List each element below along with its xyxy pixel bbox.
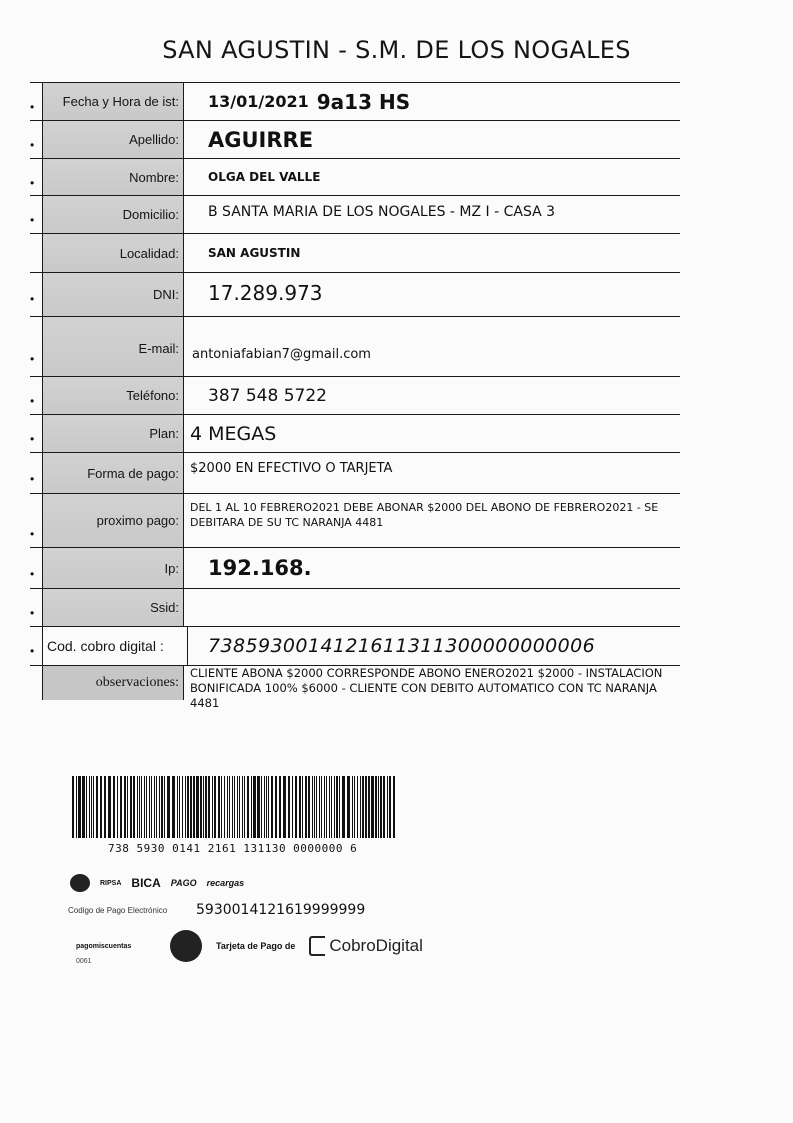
barcode-bar — [387, 776, 388, 838]
label-email: E-mail: — [42, 317, 184, 376]
barcode-bar — [185, 776, 186, 838]
barcode-bar — [190, 776, 192, 838]
value-telefono: 387 548 5722 — [208, 385, 327, 406]
payment-logos — [70, 872, 410, 894]
barcode-bar — [91, 776, 92, 838]
barcode-bar — [187, 776, 189, 838]
barcode-bar — [331, 776, 332, 838]
row-telefono — [30, 376, 680, 414]
barcode-bar — [314, 776, 315, 838]
barcode-bar — [354, 776, 355, 838]
barcode-bar — [336, 776, 338, 838]
barcode-number: 738 5930 0141 2161 131130 0000000 6 — [108, 842, 358, 855]
payment-code-row — [68, 902, 365, 918]
barcode-bar — [247, 776, 249, 838]
label-nombre: Nombre: — [42, 159, 184, 195]
barcode-bar — [312, 776, 313, 838]
barcode-bar — [151, 776, 152, 838]
bullet: • — [30, 606, 35, 620]
barcode-bar — [368, 776, 370, 838]
bullet: • — [30, 352, 35, 366]
barcode-bar — [264, 776, 265, 838]
bullet: • — [30, 100, 35, 114]
label-ssid: Ssid: — [42, 589, 184, 626]
barcode-bar — [179, 776, 180, 838]
barcode-bar — [113, 776, 115, 838]
barcode-bar — [76, 776, 77, 838]
barcode-bar — [177, 776, 178, 838]
value-forma-pago: $2000 EN EFECTIVO O TARJETA — [190, 461, 393, 476]
bullet: • — [30, 138, 35, 152]
barcode-bar — [127, 776, 128, 838]
barcode-bar — [253, 776, 256, 838]
client-form — [30, 82, 680, 710]
value-ssid — [184, 589, 680, 626]
barcode-bar — [360, 776, 361, 838]
barcode-bar — [234, 776, 235, 838]
barcode-bar — [268, 776, 269, 838]
barcode-bar — [156, 776, 157, 838]
logo-circle-icon — [170, 930, 202, 962]
row-ip — [30, 547, 680, 588]
barcode-bar — [100, 776, 102, 838]
logo-pagomiscuentas: pagomiscuentas — [76, 942, 132, 950]
barcode-bar — [208, 776, 210, 838]
barcode-bar — [82, 776, 85, 838]
barcode-bar — [357, 776, 358, 838]
barcode-bar — [130, 776, 132, 838]
value-plan: 4 MEGAS — [190, 422, 277, 445]
barcode-area — [68, 776, 408, 855]
barcode-bar — [319, 776, 320, 838]
barcode-bar — [120, 776, 122, 838]
cobrodigital-icon — [309, 936, 325, 956]
cobrodigital-logo: CobroDigital — [309, 936, 423, 956]
payment-code-label: Codigo de Pago Electrónico — [68, 905, 168, 915]
barcode-bar — [182, 776, 183, 838]
bullet: • — [30, 472, 35, 486]
barcode-bar — [261, 776, 262, 838]
barcode-bar — [295, 776, 297, 838]
barcode-image — [68, 776, 398, 840]
barcode-bar — [167, 776, 170, 838]
barcode-bar — [251, 776, 252, 838]
bullet: • — [30, 292, 35, 306]
barcode-bar — [339, 776, 340, 838]
bullet: • — [30, 527, 35, 541]
barcode-bar — [316, 776, 317, 838]
row-email — [30, 316, 680, 376]
barcode-bar — [172, 776, 175, 838]
barcode-bar — [393, 776, 395, 838]
barcode-bar — [271, 776, 273, 838]
value-domicilio: B SANTA MARIA DE LOS NOGALES - MZ I - CASA 3 — [208, 204, 556, 220]
bullet: • — [30, 644, 35, 658]
barcode-bar — [117, 776, 118, 838]
label-apellido: Apellido: — [42, 121, 184, 158]
barcode-bar — [288, 776, 290, 838]
barcode-bar — [196, 776, 199, 838]
barcode-bar — [203, 776, 204, 838]
barcode-bar — [224, 776, 225, 838]
row-forma-pago — [30, 452, 680, 493]
barcode-bar — [78, 776, 81, 838]
barcode-bar — [227, 776, 228, 838]
barcode-bar — [164, 776, 165, 838]
value-proximo-pago: DEL 1 AL 10 FEBRERO2021 DEBE ABONAR $2000 DEL ABONO DE FEBRERO2021 - SE DEBITARA DE SU TC NARANJA 4481 — [190, 501, 659, 529]
label-telefono: Teléfono: — [42, 377, 184, 414]
barcode-bar — [334, 776, 335, 838]
value-dni: 17.289.973 — [208, 281, 323, 305]
barcode-bar — [302, 776, 303, 838]
barcode-bar — [362, 776, 364, 838]
barcode-bar — [239, 776, 240, 838]
barcode-bar — [383, 776, 385, 838]
bullet: • — [30, 394, 35, 408]
row-fecha — [30, 82, 680, 120]
logo-recargas: recargas — [206, 878, 245, 888]
barcode-bar — [218, 776, 220, 838]
barcode-bar — [299, 776, 301, 838]
barcode-bar — [89, 776, 90, 838]
logo-ripsa: RIPSA — [100, 879, 122, 887]
barcode-bar — [96, 776, 98, 838]
barcode-bar — [378, 776, 379, 838]
bullet: • — [30, 176, 35, 190]
barcode-bar — [154, 776, 155, 838]
row-plan — [30, 414, 680, 452]
barcode-bar — [279, 776, 281, 838]
value-apellido: AGUIRRE — [208, 127, 314, 152]
barcode-bar — [139, 776, 140, 838]
logo-pago: PAGO — [170, 878, 197, 888]
logo-bica: BICA — [131, 876, 161, 890]
row-apellido — [30, 120, 680, 158]
barcode-bar — [380, 776, 382, 838]
label-proximo-pago: proximo pago: — [42, 494, 184, 547]
barcode-bar — [104, 776, 106, 838]
barcode-bar — [200, 776, 202, 838]
value-observaciones: CLIENTE ABONA $2000 CORRESPONDE ABONO ENERO2021 $2000 - INSTALACION BONIFICADA 100% $6000 - CLIENTE CON DEBITO AUTOMATICO CON TC NARANJA 4481 — [190, 666, 663, 710]
barcode-bar — [365, 776, 367, 838]
barcode-bar — [144, 776, 145, 838]
label-forma-pago: Forma de pago: — [42, 453, 184, 493]
barcode-bar — [72, 776, 74, 838]
barcode-bar — [146, 776, 147, 838]
barcode-bar — [159, 776, 160, 838]
barcode-bar — [205, 776, 207, 838]
barcode-bar — [305, 776, 307, 838]
row-ssid — [30, 588, 680, 626]
barcode-bar — [324, 776, 325, 838]
barcode-bar — [221, 776, 222, 838]
barcode-bar — [347, 776, 350, 838]
barcode-bar — [149, 776, 150, 838]
barcode-bar — [283, 776, 286, 838]
row-cod-cobro — [30, 626, 680, 665]
barcode-bar — [329, 776, 330, 838]
barcode-bar — [124, 776, 126, 838]
barcode-bar — [275, 776, 277, 838]
label-ip: Ip: — [42, 548, 184, 588]
barcode-bar — [244, 776, 245, 838]
row-proximo-pago — [30, 493, 680, 547]
label-cod-cobro: Cod. cobro digital : — [42, 627, 188, 665]
value-localidad: SAN AGUSTIN — [208, 246, 301, 260]
barcode-bar — [137, 776, 138, 838]
barcode-bar — [375, 776, 377, 838]
card-row — [76, 930, 423, 962]
barcode-bar — [86, 776, 87, 838]
barcode-bar — [326, 776, 327, 838]
value-email: antoniafabian7@gmail.com — [192, 347, 371, 362]
small-number: 0061 — [76, 958, 92, 965]
tarjeta-label: Tarjeta de Pago de — [216, 941, 296, 951]
value-ip: 192.168. — [208, 556, 312, 580]
barcode-bar — [266, 776, 267, 838]
barcode-bar — [214, 776, 216, 838]
row-domicilio — [30, 195, 680, 233]
label-localidad: Localidad: — [42, 234, 184, 272]
logo-icon — [70, 874, 90, 892]
row-localidad — [30, 233, 680, 272]
label-dni: DNI: — [42, 273, 184, 316]
row-dni — [30, 272, 680, 316]
barcode-bar — [292, 776, 293, 838]
payment-code: 5930014121619999999 — [196, 902, 366, 918]
barcode-bar — [161, 776, 163, 838]
value-fecha: 13/01/2021 9a13 HS — [208, 89, 411, 114]
barcode-bar — [342, 776, 345, 838]
barcode-bar — [232, 776, 233, 838]
barcode-bar — [193, 776, 195, 838]
barcode-bar — [212, 776, 213, 838]
barcode-bar — [237, 776, 238, 838]
value-nombre: OLGA DEL VALLE — [208, 170, 321, 184]
value-cod-cobro: 7385930014121611311300000000006 — [208, 635, 596, 657]
barcode-bar — [93, 776, 94, 838]
barcode-bar — [141, 776, 142, 838]
barcode-bar — [242, 776, 243, 838]
bullet: • — [30, 213, 35, 227]
barcode-bar — [321, 776, 322, 838]
bullet: • — [30, 567, 35, 581]
label-observaciones: observaciones: — [42, 666, 184, 700]
barcode-bar — [257, 776, 260, 838]
barcode-bar — [352, 776, 353, 838]
barcode-bar — [133, 776, 135, 838]
page-title: SAN AGUSTIN - S.M. DE LOS NOGALES — [162, 36, 631, 64]
barcode-bar — [389, 776, 391, 838]
label-plan: Plan: — [42, 415, 184, 452]
label-fecha: Fecha y Hora de ist: — [42, 83, 184, 120]
row-observaciones — [30, 665, 680, 710]
barcode-bar — [371, 776, 374, 838]
row-nombre — [30, 158, 680, 195]
barcode-bar — [229, 776, 230, 838]
barcode-bar — [108, 776, 111, 838]
label-domicilio: Domicilio: — [42, 196, 184, 233]
bullet: • — [30, 432, 35, 446]
barcode-bar — [308, 776, 310, 838]
